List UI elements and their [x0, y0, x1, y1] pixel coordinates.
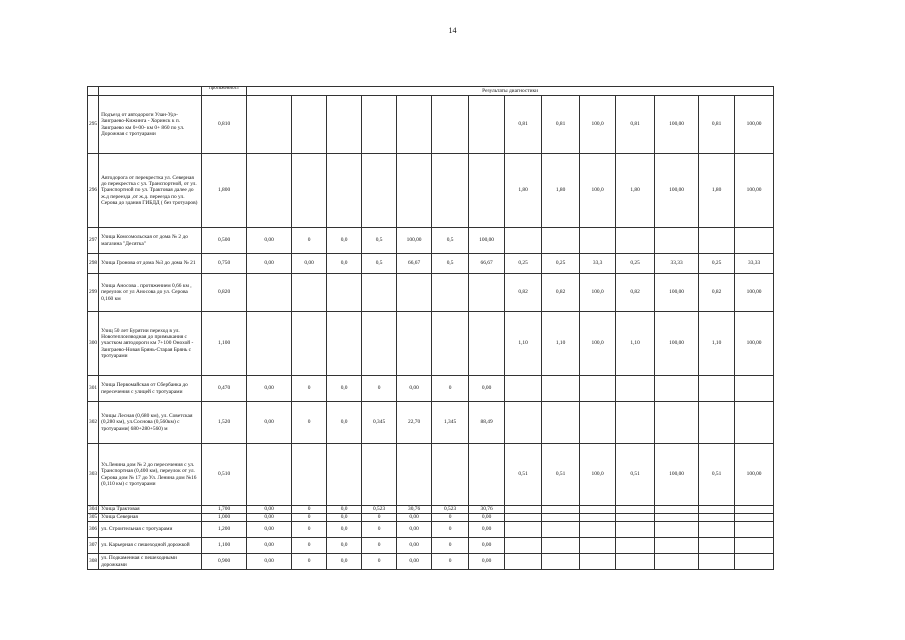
result-value-cell	[580, 514, 616, 522]
result-value-cell	[580, 376, 616, 402]
result-value-cell	[292, 274, 327, 312]
road-name-cell: Улица Гронова от дома №3 до дома № 21	[99, 254, 202, 274]
result-value-cell: 0,25	[699, 254, 735, 274]
result-value-cell	[505, 554, 542, 570]
length-cell: 0,900	[202, 554, 247, 570]
result-value-cell	[616, 506, 655, 514]
result-value-cell	[469, 444, 505, 506]
result-value-cell	[542, 554, 580, 570]
row-number-cell: 305	[89, 514, 98, 521]
length-cell: 1,700	[202, 506, 247, 514]
result-value-cell: 0,51	[542, 444, 580, 506]
result-value-cell	[542, 538, 580, 554]
result-value-cell	[580, 506, 616, 514]
result-value-cell: 0,25	[616, 254, 655, 274]
row-number-cell: 298	[88, 254, 99, 274]
result-value-cell	[397, 154, 432, 228]
result-value-cell: 0,00	[247, 254, 292, 274]
result-value-cell: 0,00	[397, 522, 432, 538]
result-value-cell	[362, 96, 397, 154]
road-name-cell: Ул.Ленина дом № 2 до пересечения с ул. Транспортная (0,400 км), переулок от ул. Серова дом № 17 до Ул. Ленина дом №16 (0,110 км) с тротуарами	[99, 444, 202, 506]
result-value-cell	[580, 522, 616, 538]
result-value-cell: 0	[362, 514, 397, 522]
result-value-cell	[247, 312, 292, 376]
table-row	[88, 522, 774, 538]
table-row	[88, 506, 774, 514]
result-value-cell: 0,0	[327, 538, 362, 554]
result-value-cell: 1,80	[616, 154, 655, 228]
row-number-cell: 304	[89, 506, 98, 513]
length-cell: 0,510	[202, 444, 247, 506]
result-value-cell	[699, 554, 735, 570]
road-name-cell: ул. Строительная с тротуарами	[99, 522, 202, 538]
result-value-cell: 0,00	[469, 376, 505, 402]
result-value-cell	[292, 96, 327, 154]
length-cell: 0,820	[202, 274, 247, 312]
row-number-cell: 306	[88, 522, 99, 538]
length-cell: 0,500	[202, 228, 247, 254]
result-value-cell: 0,81	[699, 96, 735, 154]
result-value-cell	[247, 96, 292, 154]
road-name-cell: ул. Подкаменная с пешеходными дорожками	[99, 554, 202, 570]
page-number: 14	[448, 26, 457, 35]
result-value-cell	[655, 506, 699, 514]
road-name-cell: Улицы Лесная (0,680 км), ул. Советская (0,280 км), ул.Соснова (0,560км) с тротуарами( 680+280+560) м	[99, 402, 202, 444]
result-value-cell: 100,00	[655, 274, 699, 312]
header-cell-results: Результаты диагностики	[247, 87, 774, 96]
result-value-cell: 0,82	[505, 274, 542, 312]
result-value-cell: 0,00	[469, 554, 505, 570]
result-value-cell: 100,00	[469, 228, 505, 254]
result-value-cell	[616, 554, 655, 570]
result-value-cell: 100,0	[580, 444, 616, 506]
result-value-cell: 100,0	[580, 96, 616, 154]
table-row	[88, 254, 774, 274]
result-value-cell	[542, 376, 580, 402]
result-value-cell	[505, 228, 542, 254]
result-value-cell	[362, 154, 397, 228]
result-value-cell	[616, 402, 655, 444]
table-row	[88, 312, 774, 376]
table-row	[88, 376, 774, 402]
result-value-cell	[505, 376, 542, 402]
result-value-cell	[397, 444, 432, 506]
result-value-cell	[327, 96, 362, 154]
row-number-cell: 295	[88, 96, 99, 154]
result-value-cell	[542, 514, 580, 522]
result-value-cell	[432, 312, 469, 376]
result-value-cell: 0,0	[327, 376, 362, 402]
table-row	[88, 154, 774, 228]
row-number-cell: 301	[88, 376, 99, 402]
result-value-cell	[699, 402, 735, 444]
result-value-cell: 0,00	[247, 376, 292, 402]
result-value-cell: 0,00	[397, 514, 432, 522]
result-value-cell: 0,00	[247, 538, 292, 554]
result-value-cell: 0	[292, 376, 327, 402]
result-value-cell	[542, 402, 580, 444]
result-value-cell: 0,5	[432, 228, 469, 254]
result-value-cell: 0,82	[542, 274, 580, 312]
result-value-cell: 0	[432, 376, 469, 402]
result-value-cell	[735, 522, 774, 538]
table-row	[88, 274, 774, 312]
result-value-cell: 88,49	[469, 402, 505, 444]
result-value-cell: 33,33	[735, 254, 774, 274]
result-value-cell: 0,81	[505, 96, 542, 154]
result-value-cell: 0	[432, 554, 469, 570]
row-number-cell: 296	[88, 154, 99, 228]
length-cell: 1,000	[202, 514, 247, 522]
result-value-cell	[397, 312, 432, 376]
result-value-cell	[469, 154, 505, 228]
result-value-cell: 100,00	[735, 444, 774, 506]
result-value-cell: 0,00	[397, 538, 432, 554]
result-value-cell	[735, 402, 774, 444]
result-value-cell	[699, 514, 735, 522]
road-name-cell: Улица Трактовая	[99, 506, 202, 514]
result-value-cell: 0,0	[327, 522, 362, 538]
result-value-cell	[655, 376, 699, 402]
result-value-cell	[327, 154, 362, 228]
result-value-cell	[362, 444, 397, 506]
result-value-cell	[735, 506, 774, 514]
result-value-cell	[616, 538, 655, 554]
road-name-cell: Улица Комсомольская от дома № 2 до магазина "Десятка"	[99, 228, 202, 254]
result-value-cell: 1,10	[505, 312, 542, 376]
row-number-cell: 308	[88, 554, 99, 570]
length-cell: 1,520	[202, 402, 247, 444]
result-value-cell: 0,00	[247, 228, 292, 254]
result-value-cell: 0	[362, 376, 397, 402]
road-name-cell: Автодорога от перекрестка ул. Северная до перекрестка с ул. Транспортной, от ул. Транспортной по ул. Трактовая далее до ж.д переезда ,от ж.д. переезда по ул. Серова до здания ГИБДД ( без тротуаров)	[99, 154, 202, 228]
result-value-cell	[505, 514, 542, 522]
result-value-cell	[469, 274, 505, 312]
result-value-cell: 0	[292, 522, 327, 538]
result-value-cell: 0,00	[469, 514, 505, 522]
result-value-cell	[655, 514, 699, 522]
result-value-cell: 0,0	[327, 402, 362, 444]
result-value-cell	[735, 376, 774, 402]
result-value-cell: 100,00	[735, 274, 774, 312]
table-row	[88, 228, 774, 254]
result-value-cell	[699, 506, 735, 514]
result-value-cell	[327, 312, 362, 376]
result-value-cell	[542, 522, 580, 538]
result-value-cell: 0	[292, 506, 327, 514]
result-value-cell: 0,523	[362, 506, 397, 514]
table-row	[88, 554, 774, 570]
length-cell: 1,100	[202, 538, 247, 554]
result-value-cell: 0	[362, 522, 397, 538]
result-value-cell: 0,0	[327, 506, 362, 514]
result-value-cell	[432, 274, 469, 312]
result-value-cell	[735, 538, 774, 554]
result-value-cell	[505, 522, 542, 538]
result-value-cell: 0,00	[247, 522, 292, 538]
result-value-cell: 0	[362, 538, 397, 554]
result-value-cell	[505, 506, 542, 514]
result-value-cell: 100,00	[655, 444, 699, 506]
result-value-cell: 0,00	[247, 402, 292, 444]
result-value-cell: 33,3	[580, 254, 616, 274]
result-value-cell	[505, 402, 542, 444]
result-value-cell: 100,00	[735, 312, 774, 376]
header-cell-number	[88, 87, 99, 96]
table-row	[88, 96, 774, 154]
result-value-cell: 30,76	[397, 506, 432, 514]
result-value-cell: 0,0	[327, 554, 362, 570]
result-value-cell: 0,00	[469, 538, 505, 554]
result-value-cell	[655, 538, 699, 554]
result-value-cell: 0,51	[616, 444, 655, 506]
result-value-cell: 66,67	[397, 254, 432, 274]
result-value-cell: 0	[292, 402, 327, 444]
result-value-cell: 0,0	[327, 254, 362, 274]
table-row	[88, 402, 774, 444]
length-cell: 1,100	[202, 312, 247, 376]
result-value-cell	[327, 274, 362, 312]
result-value-cell: 0,00	[397, 376, 432, 402]
result-value-cell: 100,00	[655, 154, 699, 228]
result-value-cell: 0,5	[362, 228, 397, 254]
result-value-cell	[397, 96, 432, 154]
result-value-cell: 1,345	[432, 402, 469, 444]
result-value-cell	[432, 96, 469, 154]
result-value-cell: 0	[292, 228, 327, 254]
result-value-cell	[469, 96, 505, 154]
result-value-cell: 100,0	[580, 274, 616, 312]
result-value-cell	[699, 376, 735, 402]
result-value-cell: 0,25	[505, 254, 542, 274]
result-value-cell	[542, 228, 580, 254]
result-value-cell	[292, 444, 327, 506]
diagnostics-table	[87, 86, 774, 570]
table-row	[88, 444, 774, 506]
table-row	[88, 514, 774, 522]
length-cell: 0,470	[202, 376, 247, 402]
result-value-cell: 0,00	[247, 506, 292, 514]
row-number-cell: 302	[88, 402, 99, 444]
result-value-cell	[247, 444, 292, 506]
length-cell: 1,800	[202, 154, 247, 228]
result-value-cell: 0,345	[362, 402, 397, 444]
result-value-cell	[735, 554, 774, 570]
result-value-cell: 1,10	[542, 312, 580, 376]
result-value-cell: 1,10	[616, 312, 655, 376]
result-value-cell: 0,523	[432, 506, 469, 514]
result-value-cell: 0,00	[247, 514, 292, 522]
result-value-cell	[292, 154, 327, 228]
road-name-cell: Улица Первомайская от Сбербанка до пересечения с улицей с тротуарами	[99, 376, 202, 402]
result-value-cell: 0,00	[469, 522, 505, 538]
result-value-cell: 100,0	[580, 312, 616, 376]
row-number-cell: 303	[88, 444, 99, 506]
result-value-cell: 0	[362, 554, 397, 570]
length-cell: 0,750	[202, 254, 247, 274]
result-value-cell	[699, 522, 735, 538]
result-value-cell	[655, 402, 699, 444]
result-value-cell: 0	[292, 514, 327, 522]
result-value-cell: 100,00	[655, 312, 699, 376]
header-cell-length: протяженност	[202, 87, 247, 96]
result-value-cell: 1,80	[699, 154, 735, 228]
result-value-cell: 100,00	[655, 96, 699, 154]
result-value-cell: 0	[432, 514, 469, 522]
result-value-cell	[432, 444, 469, 506]
result-value-cell: 0,00	[397, 554, 432, 570]
result-value-cell	[469, 312, 505, 376]
result-value-cell	[247, 154, 292, 228]
result-value-cell	[505, 538, 542, 554]
result-value-cell: 1,80	[505, 154, 542, 228]
road-name-cell: Улица Северная	[99, 514, 202, 522]
result-value-cell	[735, 228, 774, 254]
road-name-cell: Подъезд от автодороги Улан-Удэ-Заиграево-Кижинга - Хоринск к п. Заиграево км 0+00- км 0+ 860 по ул. Дорожная с тротуарами	[99, 96, 202, 154]
result-value-cell	[580, 402, 616, 444]
result-value-cell: 0,0	[327, 514, 362, 522]
result-value-cell	[616, 514, 655, 522]
header-cell-name	[99, 87, 202, 96]
row-number-cell: 300	[88, 312, 99, 376]
table-row	[88, 538, 774, 554]
length-cell: 1,200	[202, 522, 247, 538]
result-value-cell	[362, 312, 397, 376]
result-value-cell: 22,70	[397, 402, 432, 444]
result-value-cell: 0,00	[247, 554, 292, 570]
road-name-cell: Улица Аносова . протяжением 0,66 км , переулок от ул Аносова до ул. Серова 0,160 км	[99, 274, 202, 312]
result-value-cell	[432, 154, 469, 228]
result-value-cell	[616, 376, 655, 402]
result-value-cell	[655, 522, 699, 538]
result-value-cell	[580, 538, 616, 554]
result-value-cell: 0,51	[505, 444, 542, 506]
result-value-cell	[580, 228, 616, 254]
row-number-cell: 297	[88, 228, 99, 254]
result-value-cell	[735, 514, 774, 522]
result-value-cell	[616, 522, 655, 538]
result-value-cell	[580, 554, 616, 570]
result-value-cell: 100,0	[580, 154, 616, 228]
result-value-cell: 0	[292, 554, 327, 570]
result-value-cell: 0,5	[362, 254, 397, 274]
result-value-cell: 0,0	[327, 228, 362, 254]
result-value-cell: 0,82	[699, 274, 735, 312]
result-value-cell: 1,10	[699, 312, 735, 376]
result-value-cell: 33,33	[655, 254, 699, 274]
result-value-cell	[655, 228, 699, 254]
result-value-cell: 0,5	[432, 254, 469, 274]
result-value-cell: 0,82	[616, 274, 655, 312]
result-value-cell: 0,00	[292, 254, 327, 274]
result-value-cell	[327, 444, 362, 506]
result-value-cell: 0,25	[542, 254, 580, 274]
result-value-cell: 0	[432, 538, 469, 554]
result-value-cell	[362, 274, 397, 312]
result-value-cell: 0	[292, 538, 327, 554]
result-value-cell	[542, 506, 580, 514]
result-value-cell: 66,67	[469, 254, 505, 274]
result-value-cell	[616, 228, 655, 254]
road-name-cell: ул. Карьерная с пешеходной дорожкой	[99, 538, 202, 554]
result-value-cell	[397, 274, 432, 312]
result-value-cell	[247, 274, 292, 312]
result-value-cell: 100,00	[735, 154, 774, 228]
result-value-cell	[292, 312, 327, 376]
row-number-cell: 307	[88, 538, 99, 554]
result-value-cell: 30,76	[469, 506, 505, 514]
result-value-cell	[699, 538, 735, 554]
result-value-cell: 1,80	[542, 154, 580, 228]
table-header-row	[88, 87, 774, 96]
result-value-cell: 0,81	[542, 96, 580, 154]
result-value-cell: 0,81	[616, 96, 655, 154]
road-name-cell: Улиц 50 лет Бурятии переход в ул. Новотеплоизводная до примыкания с участком автодороги км 7+100 Онохой - Заиграево-Новая Брянь-Старая Брянь с тротуарами	[99, 312, 202, 376]
result-value-cell	[655, 554, 699, 570]
result-value-cell: 100,00	[397, 228, 432, 254]
result-value-cell	[699, 228, 735, 254]
result-value-cell: 0	[432, 522, 469, 538]
length-cell: 0,810	[202, 96, 247, 154]
row-number-cell: 299	[88, 274, 99, 312]
result-value-cell: 100,00	[735, 96, 774, 154]
result-value-cell: 0,51	[699, 444, 735, 506]
